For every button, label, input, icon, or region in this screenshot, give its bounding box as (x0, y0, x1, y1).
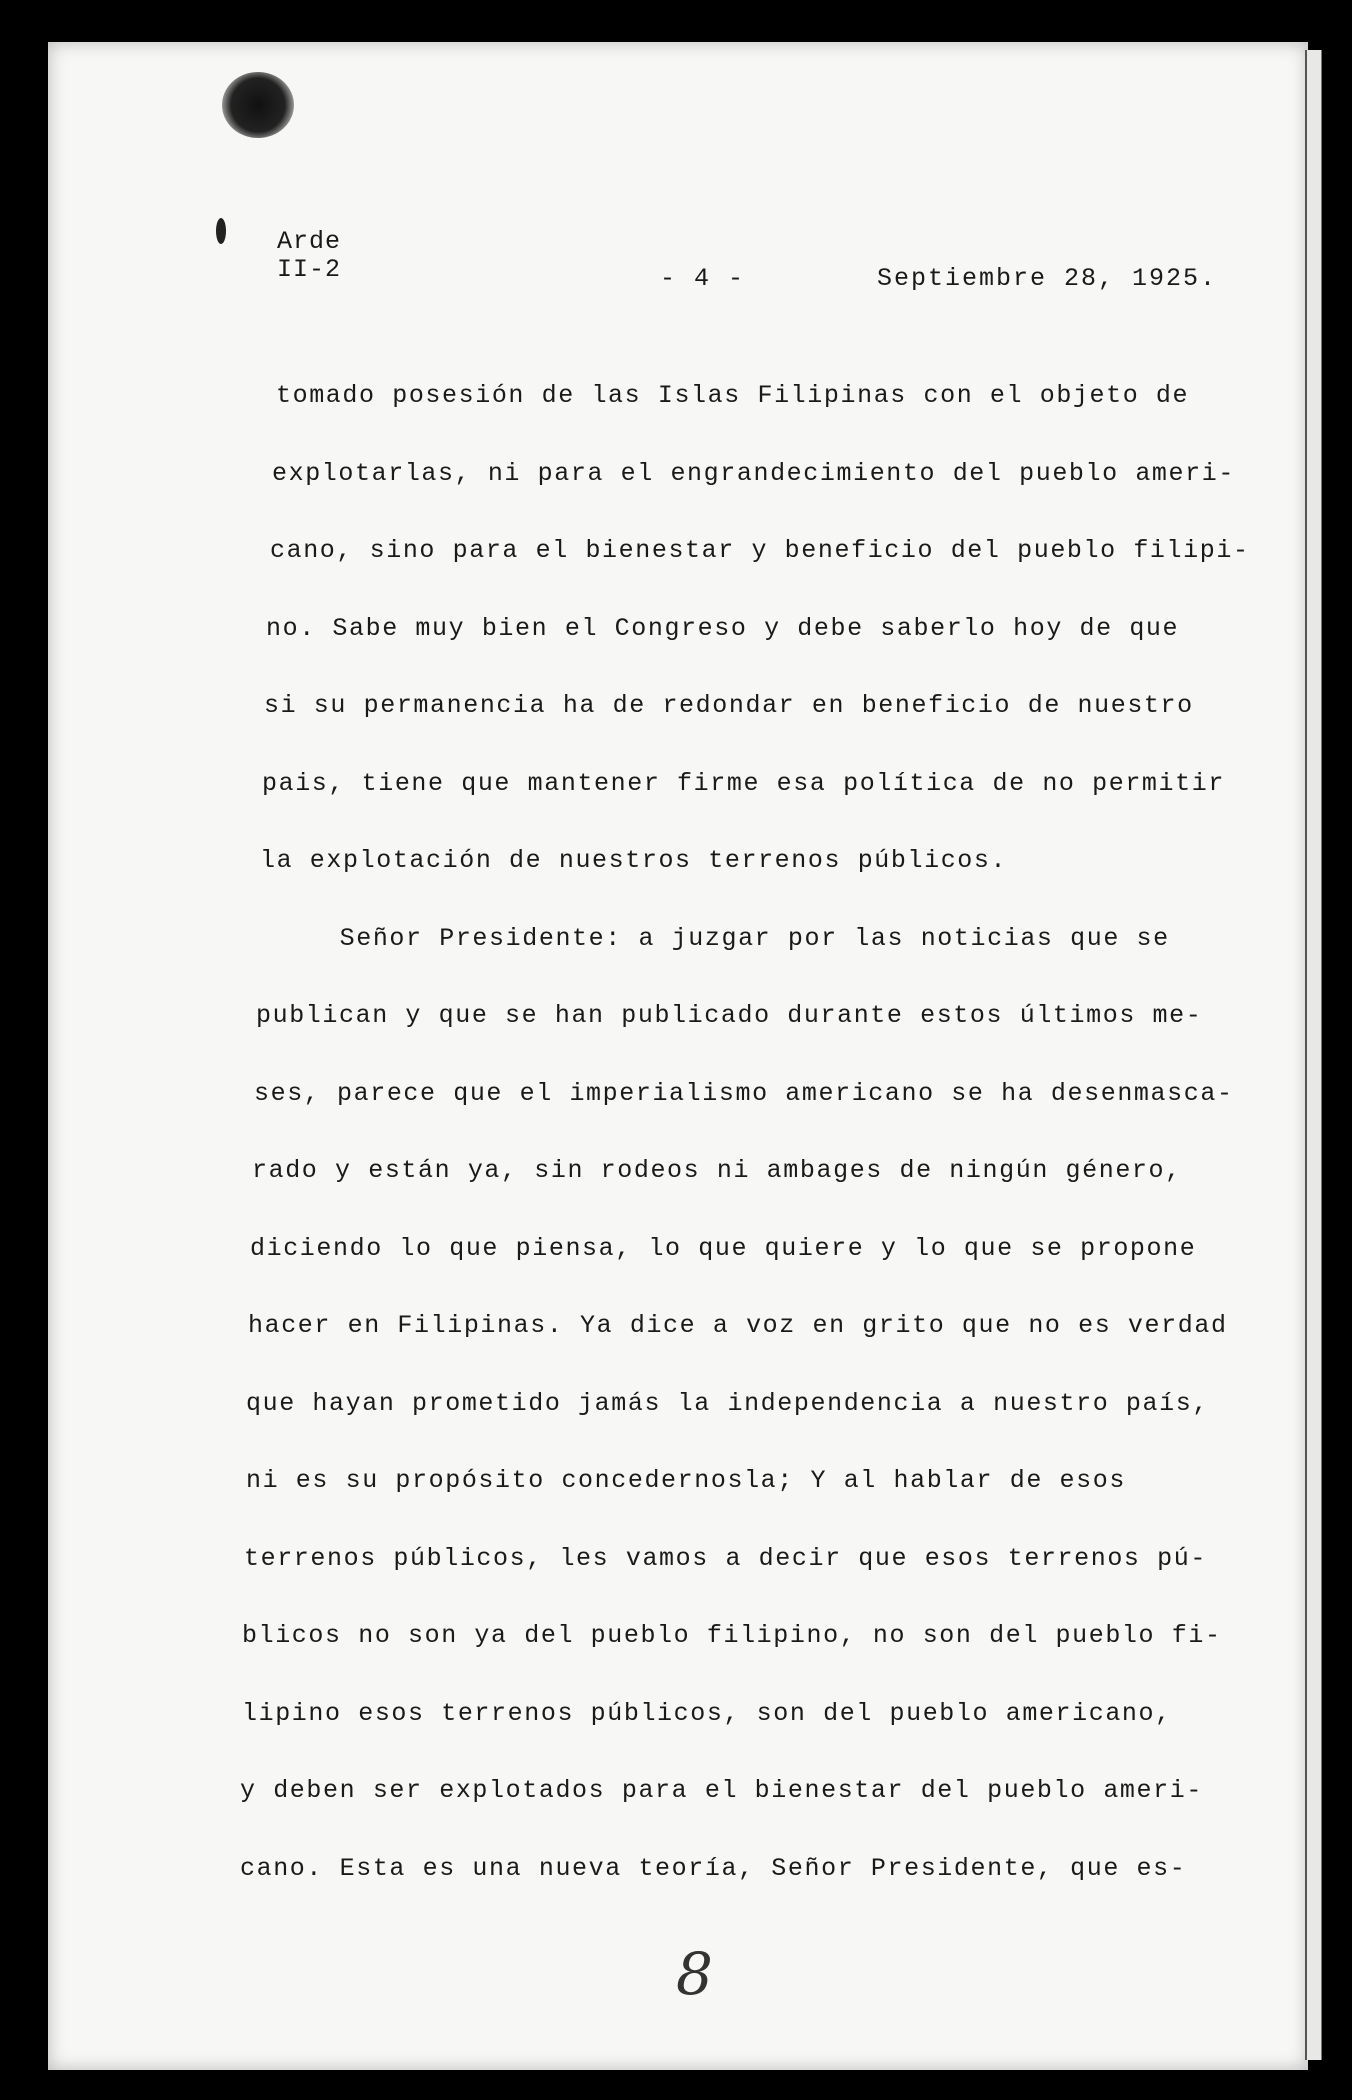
handwritten-folio-number: 8 (676, 1940, 713, 2008)
text-line: Señor Presidente: a juzgar por las noticias que se (240, 923, 1170, 953)
reference-line-1: Arde (277, 227, 342, 256)
text-line: cano. Esta es una nueva teoría, Señor Presidente, que es- (240, 1853, 1187, 1883)
text-line: publican y que se han publicado durante estos últimos me- (256, 1001, 1203, 1030)
body-text (240, 357, 1250, 1907)
text-line: no. Sabe muy bien el Congreso y debe saberlo hoy de que (266, 613, 1180, 643)
ink-blot (222, 72, 294, 138)
page-number: - 4 - (660, 264, 746, 293)
text-line: explotarlas, ni para el engrandecimiento del pueblo ameri- (272, 458, 1235, 488)
text-line: terrenos públicos, les vamos a decir que esos terrenos pú- (244, 1543, 1207, 1573)
text-line: si su permanencia ha de redondar en beneficio de nuestro (264, 691, 1194, 720)
text-line: pais, tiene que mantener firme esa política de no permitir (262, 768, 1225, 798)
text-line: y deben ser explotados para el bienestar del pueblo ameri- (240, 1776, 1203, 1805)
text-line: hacer en Filipinas. Ya dice a voz en grito que no es verdad (248, 1311, 1228, 1340)
text-line: diciendo lo que piensa, lo que quiere y lo que se propone (250, 1233, 1197, 1263)
text-line: rado y están ya, sin rodeos ni ambages de ningún género, (252, 1156, 1182, 1185)
text-line: ni es su propósito concedernosla; Y al hablar de esos (246, 1466, 1126, 1495)
ink-mark (216, 218, 226, 244)
reference-line-2: II-2 (277, 255, 342, 284)
text-line: la explotación de nuestros terrenos públicos. (260, 846, 1008, 875)
document-reference (277, 228, 341, 284)
text-line: lipino esos terrenos públicos, son del pueblo americano, (242, 1698, 1172, 1728)
page-stack-edge (1305, 50, 1322, 2060)
document-date: Septiembre 28, 1925. (877, 264, 1218, 293)
text-line: que hayan prometido jamás la independencia a nuestro país, (246, 1388, 1209, 1418)
text-line: tomado posesión de las Islas Filipinas con el objeto de (276, 381, 1190, 410)
text-line: blicos no son ya del pueblo filipino, no son del pueblo fi- (242, 1621, 1222, 1650)
text-line: cano, sino para el bienestar y beneficio del pueblo filipi- (270, 536, 1250, 565)
text-line: ses, parece que el imperialismo americano se ha desenmasca- (254, 1078, 1234, 1108)
